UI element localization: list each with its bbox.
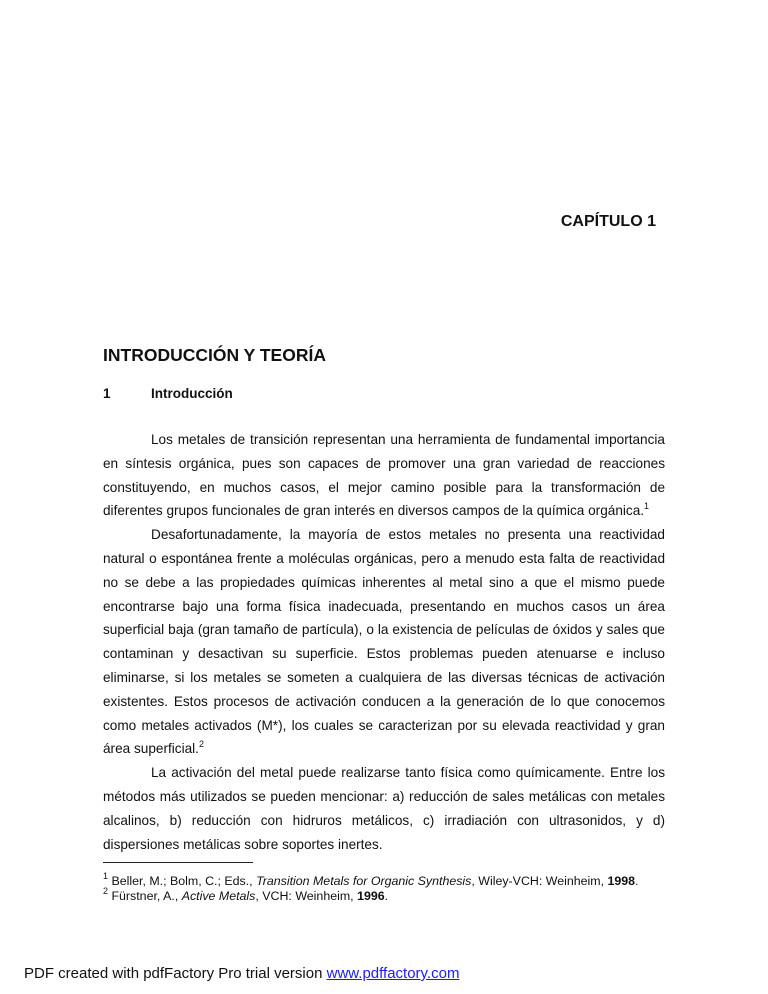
paragraph-text: Los metales de transición representan una herramienta de fundamental importancia en síntesis orgánica, pues son capaces de promover una gran variedad de reacciones constituyendo, en muchos casos, el mejor camino posible para la transformación de diferentes grupos funcionales de gran interés en diversos campos de la química orgánica. bbox=[103, 432, 665, 519]
footnote-year: 1996 bbox=[357, 888, 385, 903]
footnote-number: 1 bbox=[103, 871, 109, 881]
footnote-text: Beller, M.; Bolm, C.; Eds., bbox=[108, 874, 257, 888]
footnote bbox=[103, 871, 665, 889]
chapter-label: CAPÍTULO 1 bbox=[560, 213, 656, 230]
footnote-text: , Wiley-VCH: Weinheim, bbox=[471, 874, 608, 888]
paragraph bbox=[103, 761, 665, 856]
paragraph bbox=[103, 428, 665, 523]
footnote-ref: 1 bbox=[644, 501, 650, 512]
footnote-text: . bbox=[384, 888, 389, 903]
body-text bbox=[103, 428, 665, 856]
section-heading bbox=[103, 386, 233, 401]
section-number: 1 bbox=[103, 386, 111, 401]
footnote-number: 2 bbox=[103, 885, 109, 896]
footnote-book-title: Active Metals bbox=[181, 888, 256, 903]
footnote-text: , VCH: Weinheim, bbox=[255, 888, 358, 903]
pdffactory-link[interactable]: www.pdffactory.com bbox=[326, 965, 460, 982]
footnote-book-title: Transition Metals for Organic Synthesis bbox=[256, 874, 472, 888]
pdf-footer bbox=[24, 965, 459, 982]
footnote-year: 1998 bbox=[607, 874, 636, 888]
footnote-text: Fürstner, A., bbox=[108, 888, 182, 903]
chapter-title: INTRODUCCIÓN Y TEORÍA bbox=[103, 345, 326, 365]
footer-text: PDF created with pdfFactory Pro trial version bbox=[24, 965, 327, 982]
section-title: Introducción bbox=[151, 386, 233, 401]
paragraph bbox=[103, 523, 665, 761]
footnote-ref: 2 bbox=[198, 739, 204, 750]
footnotes bbox=[103, 871, 665, 903]
paragraph-text: Desafortunadamente, la mayoría de estos metales no presenta una reactividad natural o espontánea frente a moléculas orgánicas, pero a menudo esta falta de reactividad no se debe a las propiedades químicas inherentes al metal sino a que el mismo puede encontrarse bajo una forma física inadecuada, presentando en muchos casos un área superficial baja (gran tamaño de partícula), o la existencia de películas de óxidos y sales que contaminan y desactivan su superficie. Estos problemas pueden atenuarse e incluso eliminarse, si los metales se someten a cualquiera de las diversas técnicas de activación existentes. Estos procesos de activación conducen a la generación de lo que conocemos como metales activados (M*), los cuales se caracterizan por su elevada reactividad y gran área superficial. bbox=[103, 527, 665, 757]
footnote-separator bbox=[103, 862, 253, 863]
footnote bbox=[103, 885, 665, 904]
paragraph-text: La activación del metal puede realizarse tanto física como químicamente. Entre los métodos más utilizados se pueden mencionar: a) reducción de sales metálicas con metales alcalinos, b) reducción con hidruros metálicos, c) irradiación con ultrasonidos, y d) dispersiones metálicas sobre soportes inertes. bbox=[103, 765, 665, 852]
footnote-text: . bbox=[635, 874, 639, 888]
